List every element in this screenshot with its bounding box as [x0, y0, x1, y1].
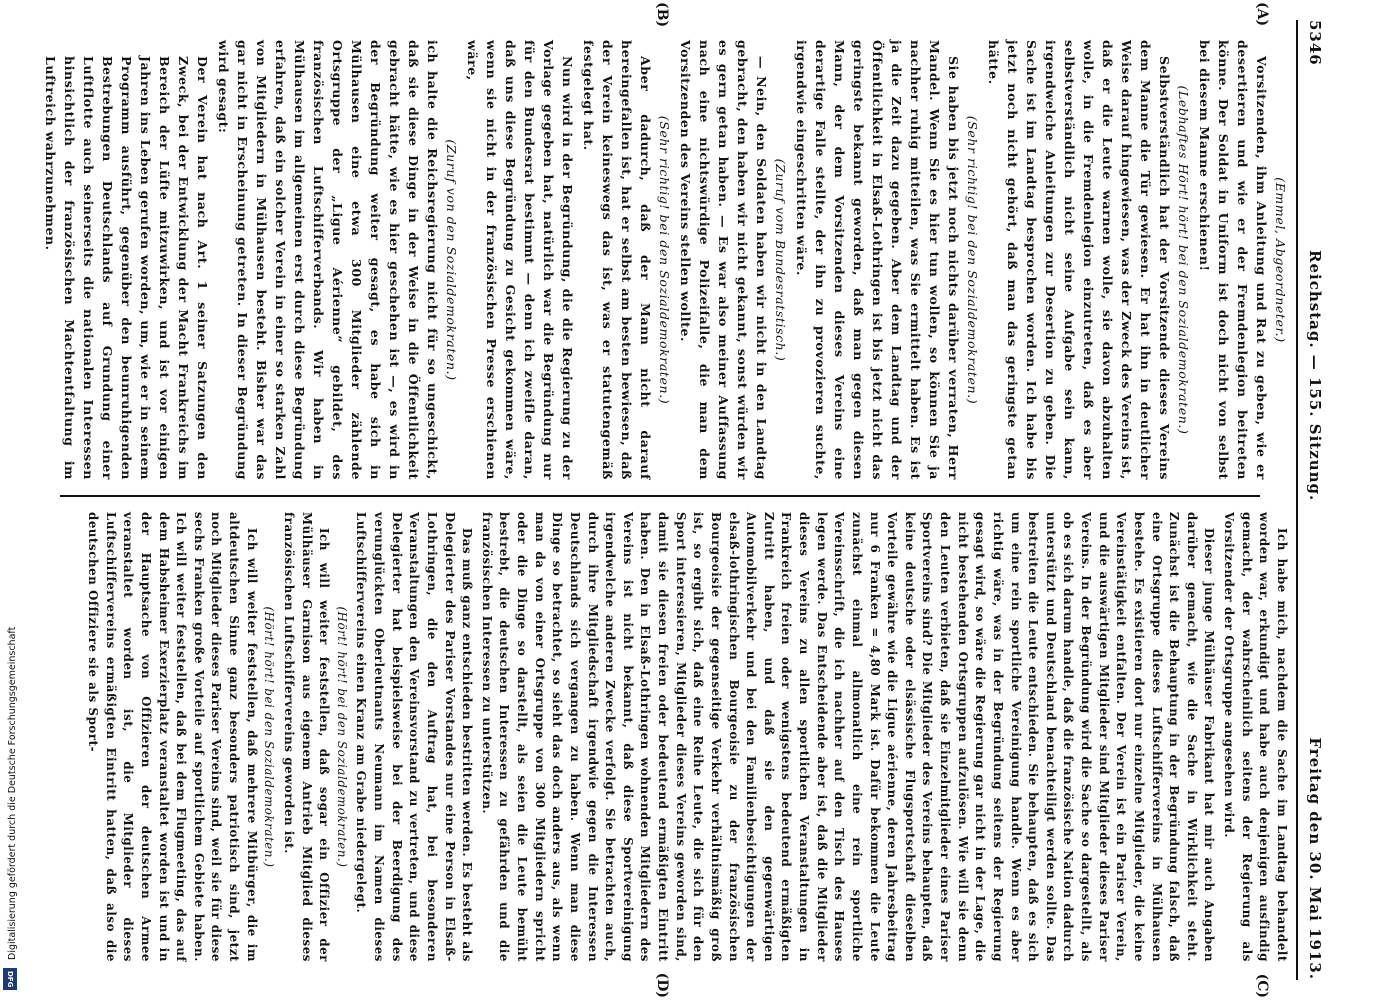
running-head-date: Freitag den 30. Mai 1913.	[1306, 737, 1324, 980]
paragraph: — Nein, den Soldaten haben wir nicht in den Landtag gebracht, den haben wir nicht gekannt, sonst würden wir es gern getan haben. — Es war also meiner Auffassung nach eine nichtswürdige Polizeifalle, die man dem Vorsitzenden des Vereins stellen wollte.	[678, 40, 769, 480]
digitization-credit-text: Digitalisierung gefördert durch die Deutsche Forschungsgemeinschaft	[7, 626, 18, 960]
interjection: (Zuruf von den Sozialdemokraten.)	[444, 139, 459, 381]
paragraph: Das muß ganz entschieden bestritten werden. Es besteht als Delegierter des Pariser Vorstandes nur eine Person in Elsaß-Lothringen, die den Auftrag hat, bei besonderen Veranstaltungen den Vereinsvorstand zu vertreten, und diese Delegierter hat beispielsweise bei der Beerdigung des verunglückten Oberleutnants Neumann im Namen dieses Luftschiffervereins einen Kranz am Grabe niedergelegt.	[354, 512, 475, 962]
interjection: (Hört! hört! bei den Sozialdemokraten.)	[262, 606, 277, 868]
speaker-name: (Emmel, Abgeordneter.)	[1273, 177, 1288, 343]
margin-marker-c: (C)	[1254, 973, 1270, 998]
left-column	[30, 40, 1290, 480]
paragraph: Dieser junge Mülhäuser Fabrikant hat mir auch Angaben darüber gemacht, wie die Sache in Wirklichkeit steht. Zunächst ist die Behauptung in der Begründung falsch, daß eine Ortsgruppe dieses Luftschiffervereins in Mülhausen bestehe. Es existieren dort nur einzelne Mitglieder, die keine Vereinstätigkeit entfalten. Der Verein ist ein Pariser Verein, und die auswärtigen Mitglieder sind Mitglieder dieses Pariser Vereins. In der Begründung wird die Sache so dargestellt, als ob es sich darum handle, daß die französische Nation dadurch unterstützt und Deutschland benachteiligt werden sollte. Das bestreiten die Leute entschieden. Sie behaupten, daß es sich um eine rein sportliche Vereinigung handle. Wenn es aber richtig wäre, was in der Begründung seitens der Regierung gesagt wird, so wäre die Regierung gar nicht in der Lage, die nicht bestehenden Ortsgruppen aufzulösen. Wie will sie denn den Leuten verbieten, daß sie Einzelmitglieder eines Pariser Sportvereins sind? Die Mitglieder des Vereins behaupten, daß keine deutsche oder elsässische Flugsportschaft dieselben Vorteile gewähre wie die Ligue aérienne, deren Jahresbeitrag nur 6 Franken = 4,80 Mark ist. Dafür bekommen die Leute zunächst einmal allmonatlich eine rein sportliche Vereinsschrift, die ich nachher auf den Tisch des Hauses legen werde. Das Entscheidende aber ist, daß die Mitglieder dieses Vereins zu allen sportlichen Veranstaltungen in Frankreich freien oder wenigstens bedeutend ermäßigten Zutritt haben, und daß sie den gegenwärtigen Automobilverkehr und bei den Familienbesichtigungen der elsaß-lothringischen Bourgeoisie zu der französischen Bourgeoisie der gegenseitige Verkehr verhältnismäßig groß ist, so ergibt sich, daß eine Reihe Leute, die sich für den Sport interessieren, Mitglieder dieses Vereins geworden sind, damit sie diesen freien oder bedeutend ermäßigten Eintritt haben. Den in Elsaß-Lothringen wohnenden Mitgliedern des Vereins ist nicht bekannt, daß diese Sportvereinigung irgendwelche anderen Zwecke verfolgt. Sie betrachten auch, durch ihre Mitgliedschaft irgendwie gegen die Interessen Deutschlands sich vergangen zu haben. Wenn man diese Dinge so betrachtet, so sieht das doch anders aus, als wenn man da von einer Ortsgruppe von 300 Mitgliedern spricht oder die Dinge so darstellt, als seien die Leute bemüht bestrebt, die deutschen Interessen zu gefährden und die französischen Interessen zu unterstützen.	[479, 512, 1217, 962]
interjection: (Hört! hört! bei den Sozialdemokraten.)	[334, 606, 349, 868]
paragraph: Ich will weiter feststellen, daß sogar ein Offizier der Mülhäuser Garnison aus eigenem Antrieb Mitglied dieses französischen Luftschiffervereins geworden ist.	[282, 512, 332, 962]
paragraph: Selbstverständlich hat der Vorsitzende dieses Vereins dem Manne die Tür gewiesen. Er hat ihn in deutlicher Weise darauf hingewiesen, was der Zweck des Vereins ist, daß er die Leute warnen wolle, sie davon abzuhalten wolle, in die Fremdenlegion einzutreten, daß es aber selbstverständlich nicht seine Aufgabe sein kann, irgendwelche Anleitungen zur Desertion zu geben. Die Sache ist im Landtag besprochen worden. Ich habe bis jetzt noch nicht gehört, daß man das geringste getan hätte.	[986, 40, 1172, 480]
column-divider	[60, 495, 1260, 497]
margin-marker-d: (D)	[654, 972, 670, 998]
dfg-logo: DFG	[3, 968, 17, 990]
quoted-statute: Der Verein hat nach Art. 1 seiner Satzungen den Zweck, bei der Entwicklung der Macht Frankreichs im Bereich der Lüfte mitzuwirken, und ist vor einigen Jahren ins Leben gerufen worden, um, wie er in seinem Programm ausführt, gegenüber den beunruhigenden Bestrebungen Deutschlands auf Grundung einer Luftflotte auch seinerseits die nationalen Interessen hinsichtlich der französischen Machtentfaltung im Luftreich wahrzunehmen.	[43, 56, 210, 480]
page-number: 5346	[1306, 20, 1324, 66]
paragraph: Aber dadurch, daß der Mann nicht darauf hereingefallen ist, hat er selbst am besten bewiesen, daß der Verein keineswegs das ist, was er statutengemäß festgelegt hat.	[581, 40, 653, 480]
paragraph: ich halte die Reichsregierung nicht für so ungeschickt, daß sie diese Dinge in der Weise in die Öffentlichkeit gebracht hätte, wie es hier geschehen ist —, es wird in der Begründung weiter gesagt, es habe sich in Mülhausen eine etwa 300 Mitglieder zählende Ortsgruppe der „Ligue Aérienne“ gebildet, des französischen Luftschifferverbands. Wir haben in Mülhausen im allgemeinen erst durch diese Begründung erfahren, daß ein solcher Verein in einer so starken Zahl von Mitgliedern in Mülhausen besteht. Bisher war das gar nicht in Erscheinung getreten. In dieser Begründung wird gesagt:	[216, 40, 440, 480]
rotated-page-body	[10, 0, 1330, 1000]
header-rule	[1296, 20, 1298, 980]
interjection: (Lebhaftes Hört! hört! bei den Sozialdemokraten.)	[1176, 85, 1191, 435]
margin-marker-b: (B)	[654, 2, 670, 28]
right-column	[30, 512, 1290, 962]
interjection: (Sehr richtig! bei den Sozialdemokraten.)	[965, 115, 980, 405]
paragraph: Ich habe mich, nachdem die Sache im Landtag behandelt worden war, erkundigt und habe auch denjenigen ausfindig gemacht, der wahrscheinlich seitens der Regierung als Vorsitzender der Ortsgruppe angesehen wird.	[1222, 512, 1289, 962]
paragraph: Vorsitzenden, ihm Anleitung und Rat zu geben, wie er desertieren und wie er der Fremdenlegion beitreten könne. Der Soldat in Uniform ist doch nicht von selbst bei diesem Manne erschienen!	[1197, 40, 1269, 480]
running-head-center: Reichstag. — 155. Sitzung.	[1306, 250, 1324, 502]
paragraph: Sie haben bis jetzt noch nichts darüber verraten, Herr Mandel. Wenn Sie es hier tun wollen, so können Sie ja nachher ruhig mitteilen, was Sie ermittelt haben. Es ist ja die Zeit dazu gegeben. Aber dem Landtag und der Öffentlichkeit in Elsaß-Lothringen ist bis jetzt nicht das geringste bekannt geworden, daß man gegen diesen Mann, der dem Vorsitzenden dieses Vereins eine derartige Falle stellte, der ihn zu provozieren suchte, irgendwie eingeschritten wäre.	[794, 40, 961, 480]
paragraph: Ich will weiter feststellen, daß mehrere Mitbürger, die im altdeutschen Sinne ganz besonders patriotisch sind, jetzt noch Mitglieder dieses Pariser Vereins sind, weil sie für diese sechs Franken große Vorteile auf sportlichem Gebiete haben. Ich will weiter feststellen, daß bei dem Flugmeeting, das auf dem Habsheimer Exerzierplatz veranstaltet worden ist und in der Hauptsache von Offizieren der deutschen Armee veranstaltet worden ist, die Mitglieder dieses Luftschiffervereins ermäßigten Eintritt hatten, daß also die deutschen Offiziere sie als Sport-	[86, 512, 259, 962]
paragraph: Nun wird in der Begründung, die die Regierung zu der Vorlage gegeben hat, natürlich war die Begründung nur für den Bundesrat bestimmt — denn ich zweifle daran, daß uns diese Begründung zu Gesicht gekommen wäre, wenn sie nicht in der französischen Presse erschienen wäre,	[465, 40, 575, 480]
margin-marker-a: (A)	[1254, 2, 1270, 27]
interjection: (Zuruf vom Bundesratstisch.)	[773, 158, 788, 362]
interjection: (Sehr richtig! bei den Sozialdemokraten.)	[657, 115, 672, 405]
